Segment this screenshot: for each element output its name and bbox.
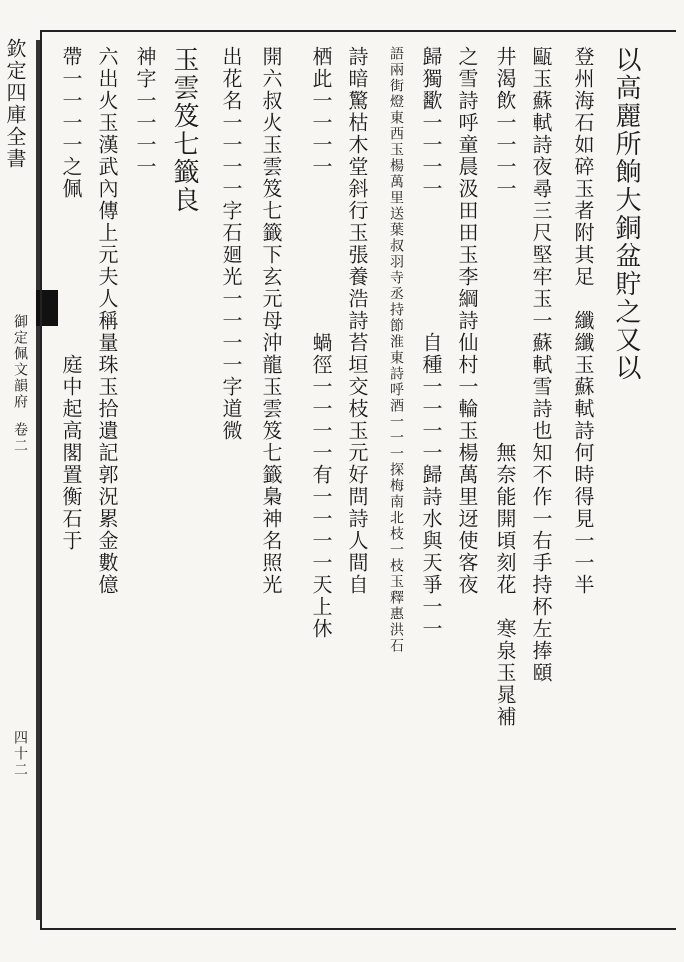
text-column-8: 詩暗驚枯木堂斜行玉張養浩詩苔垣交枝玉元好問詩人間自 (345, 46, 369, 596)
text-column-13: 神字一一一一 (133, 46, 157, 178)
section-title: 御定佩文韻府 (12, 314, 28, 410)
folio-label: 卷二 (12, 422, 28, 454)
text-column-1: 以高麗所餉大銅盆貯之又以 (611, 46, 641, 382)
text-column-4: 井渴飲一一一一 無奈能開頃刻花 寒泉玉晁補 (493, 46, 517, 728)
text-column-11: 出花名一一一一字石廻光一一一一字道微 (219, 46, 243, 442)
text-column-3: 甌玉蘇軾詩夜尋三尺堅牢玉一蘇軾雪詩也知不作一右手持杯左捧頤 (529, 46, 553, 684)
book-title: 欽定四庫全書 (3, 38, 27, 170)
text-column-7: 語兩街燈東西玉楊萬里送葉叔羽寺丞持節淮東詩呼酒一一一探梅南北枝一枝玉釋惠洪石 (388, 46, 404, 654)
margin-strip (0, 30, 40, 930)
text-column-5: 之雪詩呼童晨汲田田玉李綱詩仙村一輪玉楊萬里迓使客夜 (455, 46, 479, 596)
text-column-14: 六出火玉漢武內傳上元夫人稱量珠玉拾遺記郭況累金數億 (95, 46, 119, 596)
text-column-15: 帶一一一一之佩 庭中起高閣置衡石于 (59, 46, 83, 552)
text-column-12: 玉雲笈七籤良 (169, 46, 199, 214)
text-column-10: 開六叔火玉雲笈七籤下玄元母沖龍玉雲笈七籤梟神名照光 (259, 46, 283, 596)
page-number: 四十二 (12, 730, 28, 778)
text-column-9: 栖此一一一一 蝸徑一一一一有一一一一天上休 (309, 46, 333, 640)
text-column-6: 歸獨歠一一一一 自種一一一一歸詩水與天爭一一 (419, 46, 443, 640)
text-column-2: 登州海石如碎玉者附其足 纖纖玉蘇軾詩何時得見一一半 (571, 46, 595, 596)
